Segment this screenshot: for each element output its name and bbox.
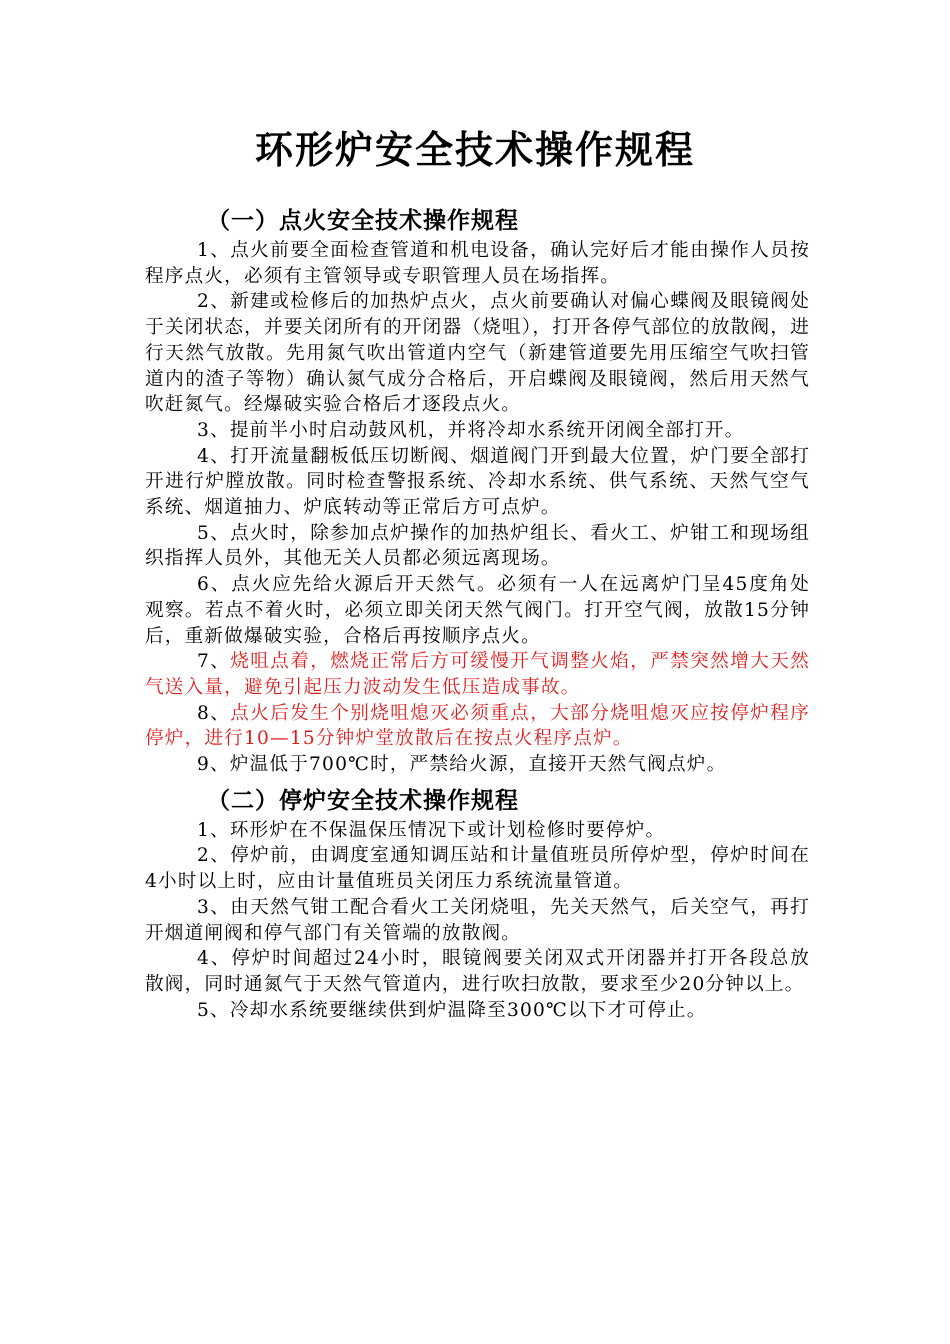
paragraph-text-highlighted: 点火后发生个别烧咀熄灭必须重点，大部分烧咀熄灭应按停炉程序停炉，进行10—15分钟炉堂放散后在按点火程序点炉。 — [145, 702, 810, 750]
paragraph-8 — [145, 701, 810, 752]
paragraph-4 — [145, 946, 810, 997]
paragraph-number: 5、 — [197, 999, 230, 1021]
paragraph-text: 冷却水系统要继续供到炉温降至300℃以下才可停止。 — [229, 999, 707, 1021]
section-ignition — [145, 206, 810, 778]
paragraph-number: 3、 — [197, 896, 231, 918]
paragraph-text: 由天然气钳工配合看火工关闭烧咀，先关天然气，后关空气，再打开烟道闸阀和停气部门有关管端的放散阀。 — [145, 896, 810, 944]
paragraph-number: 9、 — [197, 754, 230, 776]
paragraph-3 — [145, 895, 810, 946]
paragraph-5 — [145, 998, 810, 1024]
paragraph-number: 6、 — [197, 574, 232, 596]
section-shutdown — [145, 786, 810, 1024]
paragraph-6 — [145, 572, 810, 649]
paragraph-text: 炉温低于700℃时，严禁给火源，直接开天然气阀点炉。 — [229, 754, 727, 776]
document-body — [145, 206, 810, 1023]
paragraph-number: 4、 — [197, 445, 231, 467]
paragraph-text: 停炉前，由调度室通知调压站和计量值班员所停炉型，停炉时间在4小时以上时，应由计量值班员关闭压力系统流量管道。 — [145, 845, 810, 893]
paragraph-2 — [145, 289, 810, 418]
paragraph-number: 1、 — [197, 240, 231, 261]
paragraph-text: 环形炉在不保温保压情况下或计划检修时要停炉。 — [229, 819, 666, 841]
document-title: 环形炉安全技术操作规程 — [254, 128, 695, 172]
paragraph-text: 提前半小时启动鼓风机，并将冷却水系统开闭阀全部打开。 — [229, 419, 745, 441]
paragraph-number: 4、 — [197, 948, 232, 970]
paragraph-text: 点火应先给火源后开天然气。必须有一人在远离炉门呈45度角处观察。若点不着火时，必须立即关闭天然气阀门。打开空气阀，放散15分钟后，重新做爆破实验，合格后再按顺序点火。 — [145, 574, 810, 647]
paragraph-7 — [145, 649, 810, 700]
paragraph-9 — [145, 752, 810, 778]
paragraph-number: 2、 — [197, 845, 231, 867]
paragraph-number: 7、 — [197, 651, 231, 673]
paragraph-3 — [145, 418, 810, 444]
section-heading: （二）停炉安全技术操作规程 — [207, 787, 519, 814]
paragraph-number: 1、 — [197, 819, 230, 841]
section-heading: （一）点火安全技术操作规程 — [207, 208, 519, 234]
paragraph-number: 8、 — [197, 702, 231, 724]
paragraph-text: 停炉时间超过24小时，眼镜阀要关闭双式开闭器并打开各段总放散阀，同时通氮气于天然气管道内，进行吹扫放散，要求至少20分钟以上。 — [145, 948, 810, 995]
paragraph-text-highlighted: 烧咀点着，燃烧正常后方可缓慢开气调整火焰，严禁突然增大天然气送入量，避免引起压力波动发生低压造成事故。 — [145, 651, 810, 698]
paragraph-1 — [145, 818, 810, 844]
paragraph-number: 3、 — [197, 419, 230, 441]
paragraph-2 — [145, 843, 810, 894]
paragraph-number: 2、 — [197, 291, 231, 313]
paragraph-1 — [145, 238, 810, 289]
paragraph-5 — [145, 521, 810, 572]
paragraph-text: 点火前要全面检查管道和机电设备，确认完好后才能由操作人员按程序点火，必须有主管领导或专职管理人员在场指挥。 — [145, 240, 810, 287]
paragraph-text: 点火时，除参加点炉操作的加热炉组长、看火工、炉钳工和现场组织指挥人员外，其他无关人员都必须远离现场。 — [145, 522, 810, 570]
paragraph-number: 5、 — [197, 522, 231, 544]
paragraph-text: 新建或检修后的加热炉点火，点火前要确认对偏心蝶阀及眼镜阀处于关闭状态，并要关闭所有的开闭器（烧咀），打开各停气部位的放散阀，进行天然气放散。先用氮气吹出管道内空气（新建管道要先用压缩空气吹扫管道内的渣子等物）确认氮气成分合格后，开启蝶阀及眼镜阀，然后用天然气吹赶氮气。经爆破实验合格后才逐段点火。 — [145, 291, 810, 416]
paragraph-text: 打开流量翻板低压切断阀、烟道阀门开到最大位置，炉门要全部打开进行炉膛放散。同时检查警报系统、冷却水系统、供气系统、天然气空气系统、烟道抽力、炉底转动等正常后方可点炉。 — [145, 445, 810, 519]
paragraph-4 — [145, 444, 810, 521]
